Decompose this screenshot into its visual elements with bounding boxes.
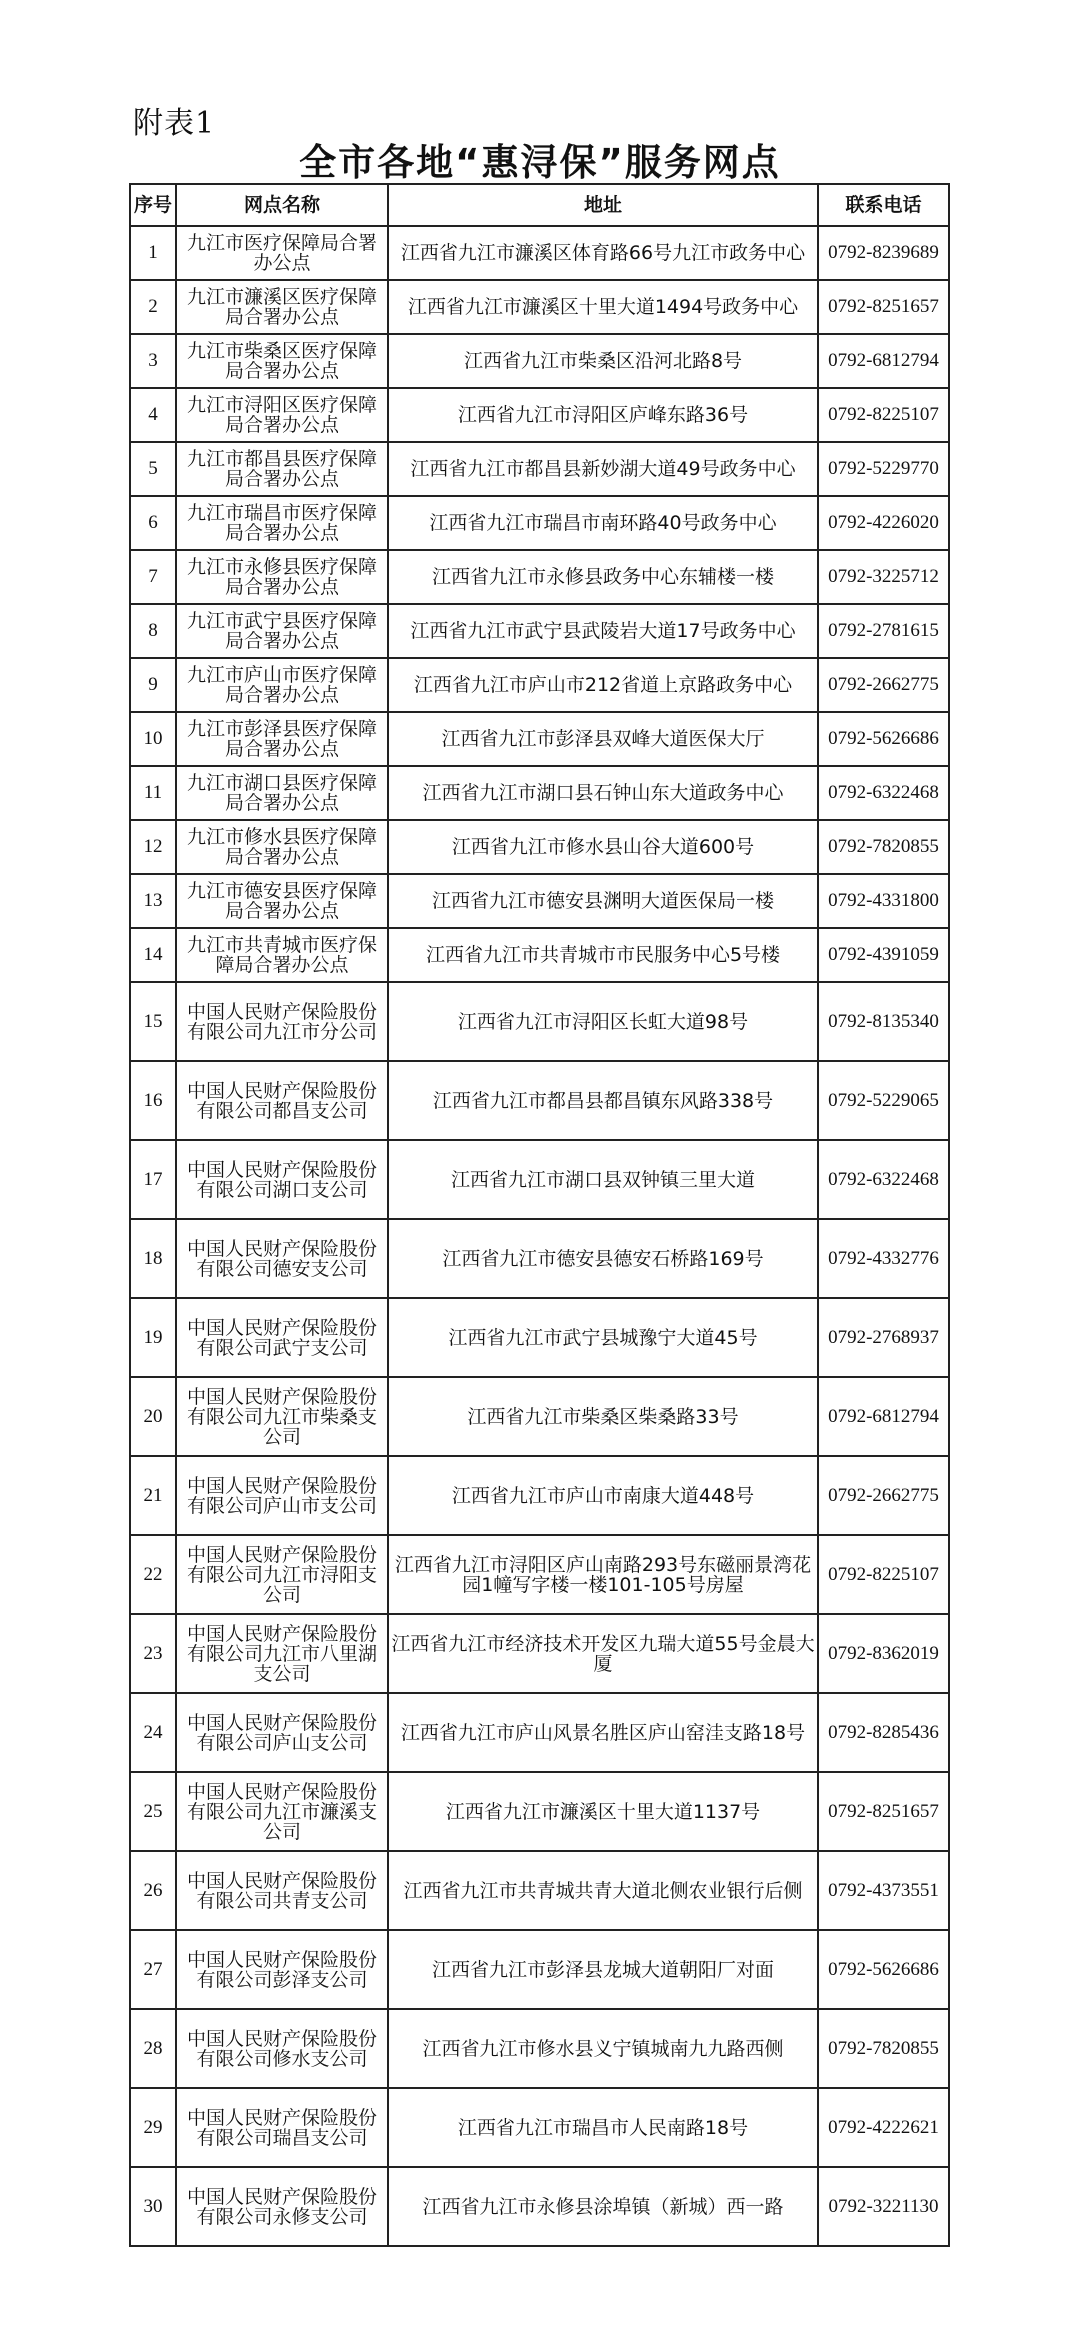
row-index: 26 [130,1851,176,1930]
row-index: 7 [130,550,176,604]
row-address: 江西省九江市武宁县武陵岩大道17号政务中心 [388,604,818,658]
row-phone: 0792-8251657 [818,1772,949,1851]
row-address: 江西省九江市德安县德安石桥路169号 [388,1219,818,1298]
table-row [130,874,949,928]
row-index: 12 [130,820,176,874]
row-name: 九江市武宁县医疗保障局合署办公点 [176,604,388,658]
row-name: 中国人民财产保险股份有限公司庐山市支公司 [176,1456,388,1535]
table-row [130,604,949,658]
row-address: 江西省九江市武宁县城豫宁大道45号 [388,1298,818,1377]
table-row [130,1614,949,1693]
row-index: 30 [130,2167,176,2246]
service-points-table [129,183,950,2247]
row-phone: 0792-2768937 [818,1298,949,1377]
row-phone: 0792-4331800 [818,874,949,928]
table-row [130,658,949,712]
row-phone: 0792-6812794 [818,334,949,388]
row-name: 中国人民财产保险股份有限公司德安支公司 [176,1219,388,1298]
row-name: 九江市柴桑区医疗保障局合署办公点 [176,334,388,388]
row-index: 8 [130,604,176,658]
row-address: 江西省九江市彭泽县龙城大道朝阳厂对面 [388,1930,818,2009]
row-phone: 0792-3225712 [818,550,949,604]
row-phone: 0792-4222621 [818,2088,949,2167]
row-phone: 0792-4226020 [818,496,949,550]
header-address: 地址 [388,184,818,226]
row-index: 13 [130,874,176,928]
row-name: 九江市医疗保障局合署办公点 [176,226,388,280]
table-body [130,226,949,2246]
row-address: 江西省九江市永修县涂埠镇（新城）西一路 [388,2167,818,2246]
row-address: 江西省九江市庐山市南康大道448号 [388,1456,818,1535]
row-phone: 0792-5229770 [818,442,949,496]
row-index: 24 [130,1693,176,1772]
header-name: 网点名称 [176,184,388,226]
row-name: 九江市修水县医疗保障局合署办公点 [176,820,388,874]
row-address: 江西省九江市浔阳区长虹大道98号 [388,982,818,1061]
row-phone: 0792-3221130 [818,2167,949,2246]
table-row [130,1693,949,1772]
row-address: 江西省九江市庐山市212省道上京路政务中心 [388,658,818,712]
row-name: 中国人民财产保险股份有限公司九江市分公司 [176,982,388,1061]
row-name: 中国人民财产保险股份有限公司瑞昌支公司 [176,2088,388,2167]
row-name: 中国人民财产保险股份有限公司都昌支公司 [176,1061,388,1140]
row-name: 九江市共青城市医疗保障局合署办公点 [176,928,388,982]
row-phone: 0792-7820855 [818,2009,949,2088]
table-row [130,1061,949,1140]
row-index: 9 [130,658,176,712]
row-phone: 0792-5626686 [818,1930,949,2009]
row-index: 11 [130,766,176,820]
row-index: 21 [130,1456,176,1535]
row-phone: 0792-8251657 [818,280,949,334]
row-index: 29 [130,2088,176,2167]
row-address: 江西省九江市修水县义宁镇城南九九路西侧 [388,2009,818,2088]
row-name: 九江市浔阳区医疗保障局合署办公点 [176,388,388,442]
table-row [130,1456,949,1535]
row-phone: 0792-6322468 [818,1140,949,1219]
row-address: 江西省九江市瑞昌市南环路40号政务中心 [388,496,818,550]
row-phone: 0792-8239689 [818,226,949,280]
table-row [130,982,949,1061]
row-address: 江西省九江市彭泽县双峰大道医保大厅 [388,712,818,766]
row-index: 28 [130,2009,176,2088]
row-name: 中国人民财产保险股份有限公司湖口支公司 [176,1140,388,1219]
row-name: 中国人民财产保险股份有限公司修水支公司 [176,2009,388,2088]
row-index: 2 [130,280,176,334]
row-index: 20 [130,1377,176,1456]
row-name: 中国人民财产保险股份有限公司九江市浔阳支公司 [176,1535,388,1614]
table-row [130,1140,949,1219]
row-index: 25 [130,1772,176,1851]
row-index: 1 [130,226,176,280]
header-phone: 联系电话 [818,184,949,226]
row-name: 九江市永修县医疗保障局合署办公点 [176,550,388,604]
table-row [130,388,949,442]
row-phone: 0792-2662775 [818,1456,949,1535]
row-name: 九江市湖口县医疗保障局合署办公点 [176,766,388,820]
row-phone: 0792-8362019 [818,1614,949,1693]
row-address: 江西省九江市柴桑区沿河北路8号 [388,334,818,388]
row-name: 九江市瑞昌市医疗保障局合署办公点 [176,496,388,550]
row-address: 江西省九江市柴桑区柴桑路33号 [388,1377,818,1456]
table-row [130,280,949,334]
row-address: 江西省九江市经济技术开发区九瑞大道55号金晨大厦 [388,1614,818,1693]
row-index: 17 [130,1140,176,1219]
row-index: 3 [130,334,176,388]
page-title: 全市各地“惠浔保”服务网点 [299,141,781,184]
row-name: 九江市濂溪区医疗保障局合署办公点 [176,280,388,334]
row-phone: 0792-8225107 [818,388,949,442]
table-row [130,1219,949,1298]
row-address: 江西省九江市共青城市市民服务中心5号楼 [388,928,818,982]
row-phone: 0792-2662775 [818,658,949,712]
row-index: 27 [130,1930,176,2009]
row-name: 中国人民财产保险股份有限公司共青支公司 [176,1851,388,1930]
row-address: 江西省九江市濂溪区十里大道1494号政务中心 [388,280,818,334]
row-phone: 0792-4391059 [818,928,949,982]
row-index: 18 [130,1219,176,1298]
row-address: 江西省九江市濂溪区体育路66号九江市政务中心 [388,226,818,280]
row-phone: 0792-8135340 [818,982,949,1061]
row-phone: 0792-4332776 [818,1219,949,1298]
row-name: 九江市彭泽县医疗保障局合署办公点 [176,712,388,766]
row-phone: 0792-6812794 [818,1377,949,1456]
table-row [130,1377,949,1456]
row-address: 江西省九江市都昌县新妙湖大道49号政务中心 [388,442,818,496]
table-row [130,2167,949,2246]
row-phone: 0792-7820855 [818,820,949,874]
row-index: 22 [130,1535,176,1614]
row-phone: 0792-5229065 [818,1061,949,1140]
annex-label: 附表1 [133,106,216,141]
row-address: 江西省九江市永修县政务中心东辅楼一楼 [388,550,818,604]
row-name: 九江市庐山市医疗保障局合署办公点 [176,658,388,712]
table-row [130,1930,949,2009]
table-row [130,442,949,496]
table-row [130,766,949,820]
row-address: 江西省九江市修水县山谷大道600号 [388,820,818,874]
row-index: 14 [130,928,176,982]
row-name: 中国人民财产保险股份有限公司庐山支公司 [176,1693,388,1772]
row-index: 15 [130,982,176,1061]
row-index: 4 [130,388,176,442]
row-phone: 0792-2781615 [818,604,949,658]
row-name: 中国人民财产保险股份有限公司彭泽支公司 [176,1930,388,2009]
row-name: 中国人民财产保险股份有限公司九江市柴桑支公司 [176,1377,388,1456]
table-row [130,1772,949,1851]
row-address: 江西省九江市湖口县双钟镇三里大道 [388,1140,818,1219]
row-phone: 0792-8225107 [818,1535,949,1614]
table-row [130,2088,949,2167]
table-header-row [130,184,949,226]
table-row [130,928,949,982]
row-address: 江西省九江市浔阳区庐峰东路36号 [388,388,818,442]
header-index: 序号 [130,184,176,226]
row-index: 5 [130,442,176,496]
row-index: 6 [130,496,176,550]
table-row [130,712,949,766]
row-address: 江西省九江市湖口县石钟山东大道政务中心 [388,766,818,820]
row-name: 九江市德安县医疗保障局合署办公点 [176,874,388,928]
table-row [130,226,949,280]
row-address: 江西省九江市浔阳区庐山南路293号东磁丽景湾花园1幢写字楼一楼101-105号房屋 [388,1535,818,1614]
row-index: 19 [130,1298,176,1377]
row-index: 16 [130,1061,176,1140]
row-address: 江西省九江市德安县渊明大道医保局一楼 [388,874,818,928]
table-row [130,334,949,388]
row-phone: 0792-5626686 [818,712,949,766]
row-address: 江西省九江市瑞昌市人民南路18号 [388,2088,818,2167]
row-address: 江西省九江市庐山风景名胜区庐山窑洼支路18号 [388,1693,818,1772]
row-name: 九江市都昌县医疗保障局合署办公点 [176,442,388,496]
row-address: 江西省九江市都昌县都昌镇东风路338号 [388,1061,818,1140]
table-row [130,1298,949,1377]
table-row [130,820,949,874]
row-phone: 0792-4373551 [818,1851,949,1930]
row-phone: 0792-8285436 [818,1693,949,1772]
row-name: 中国人民财产保险股份有限公司永修支公司 [176,2167,388,2246]
row-index: 23 [130,1614,176,1693]
row-address: 江西省九江市濂溪区十里大道1137号 [388,1772,818,1851]
table-row [130,550,949,604]
table-row [130,2009,949,2088]
row-index: 10 [130,712,176,766]
row-phone: 0792-6322468 [818,766,949,820]
row-name: 中国人民财产保险股份有限公司九江市濂溪支公司 [176,1772,388,1851]
row-name: 中国人民财产保险股份有限公司九江市八里湖支公司 [176,1614,388,1693]
table-row [130,496,949,550]
row-name: 中国人民财产保险股份有限公司武宁支公司 [176,1298,388,1377]
table-row [130,1851,949,1930]
table-row [130,1535,949,1614]
row-address: 江西省九江市共青城共青大道北侧农业银行后侧 [388,1851,818,1930]
